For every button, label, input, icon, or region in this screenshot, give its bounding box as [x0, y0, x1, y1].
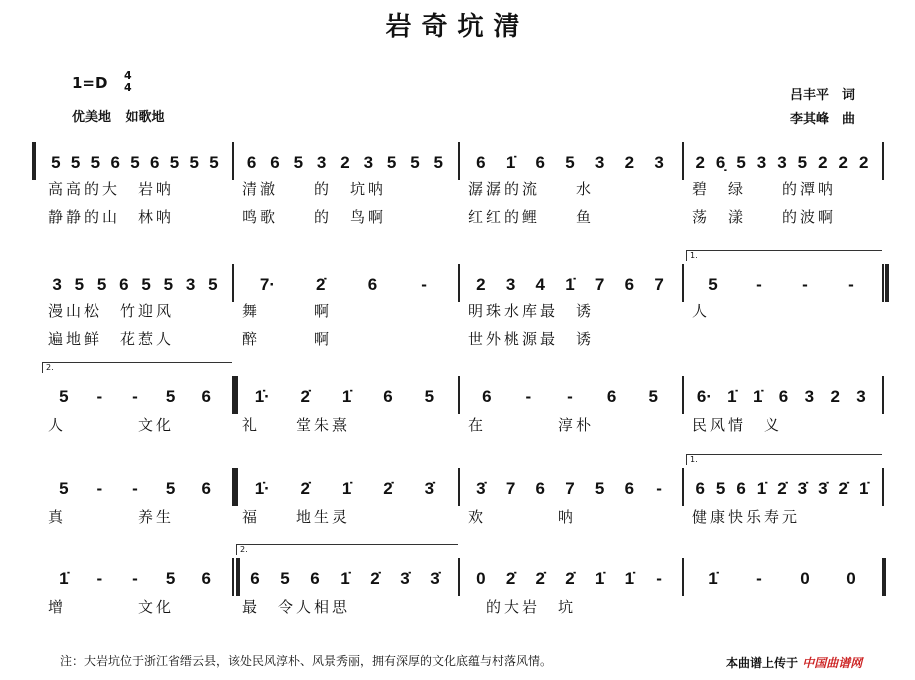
lyric-text: 真 养生 [48, 508, 175, 526]
note: 6 [624, 479, 635, 498]
time-bottom: 4 [124, 81, 132, 94]
note: 7· [259, 275, 275, 294]
note: - [132, 387, 138, 406]
score-row [38, 455, 884, 566]
note: 3 [756, 153, 767, 172]
note: 6 [149, 153, 160, 172]
note: 6 [246, 153, 257, 172]
note: - [96, 479, 103, 498]
note: 0 [800, 569, 810, 588]
note: 2 [858, 153, 869, 172]
note: 6 [119, 275, 129, 294]
measure [690, 272, 874, 298]
lyric-text: 鸣歌 的 鸟啊 [242, 208, 387, 226]
note: 5 [715, 479, 726, 498]
note: 3 [856, 387, 866, 406]
note: 2̇ [300, 479, 310, 498]
note: 3 [505, 275, 516, 294]
note: 3̇ [424, 479, 435, 498]
note: 5 [410, 153, 420, 172]
note: - [96, 387, 103, 406]
note: 5 [163, 275, 174, 294]
measure [46, 476, 224, 502]
note: 6 [270, 153, 280, 172]
note: 5 [141, 275, 151, 294]
barline [232, 264, 234, 302]
lyric-text: 遍地鲜 花惹人 [48, 330, 175, 348]
song-title: 岩奇坑清 [385, 12, 530, 42]
measure [690, 384, 874, 410]
note: - [567, 387, 573, 406]
note: 1̇· [254, 387, 270, 406]
note: 3 [654, 153, 664, 172]
note: 3 [777, 153, 787, 172]
note: 6 [250, 569, 260, 588]
barline [882, 468, 884, 506]
barline [682, 264, 684, 302]
note: 6 [383, 387, 393, 406]
lyric-text: 漫山松 竹迎风 [48, 302, 175, 320]
note: 6̣ [715, 153, 726, 172]
lyric-text: 福 地生灵 [242, 508, 351, 526]
lyric-text: 静静的山 林呐 [48, 208, 175, 226]
note: 5 [565, 153, 575, 172]
composer-credit: 李其峰 曲 [790, 112, 856, 127]
note: 5 [59, 387, 69, 406]
note: 6 [201, 569, 211, 588]
measure [690, 150, 874, 176]
note: 6 [535, 479, 545, 498]
lyric-text: 人 [692, 302, 711, 320]
note: - [132, 479, 138, 498]
note: - [656, 479, 662, 498]
note: 2̇ [383, 479, 393, 498]
lyric-text: 荡 漾 的波啊 [692, 208, 837, 226]
repeat-start-barline [234, 376, 238, 414]
volta-bracket: 1. [686, 250, 882, 261]
barline [882, 264, 884, 302]
note: 2̇ [370, 569, 380, 588]
note: 1̇ [594, 569, 605, 588]
tempo-marking: 优美地 如歌地 [72, 110, 165, 125]
note: 2 [624, 153, 635, 172]
note: 5 [433, 153, 444, 172]
note: - [756, 569, 762, 588]
note: - [756, 275, 762, 294]
measure [466, 566, 674, 592]
note: 7 [654, 275, 664, 294]
measure [240, 566, 450, 592]
note: 3̇ [400, 569, 410, 588]
lyric-text: 碧 绿 的潭呐 [692, 180, 837, 198]
note: - [421, 275, 427, 294]
note: 5 [736, 153, 746, 172]
note: 2 [476, 275, 486, 294]
lyric-text: 增 文化 [48, 598, 175, 616]
note: 5 [208, 275, 218, 294]
note: - [525, 387, 532, 406]
measure [690, 476, 874, 502]
note: 5 [594, 479, 605, 498]
note: 6 [310, 569, 320, 588]
brand-logo: 中国曲谱网 [802, 656, 863, 670]
measure [240, 384, 450, 410]
note: 5 [51, 153, 61, 172]
note: 6 [695, 479, 705, 498]
measure [46, 272, 224, 298]
lyric-text: 最 令人相思 [242, 598, 351, 616]
note: 2 [830, 387, 840, 406]
note: 5 [130, 153, 140, 172]
note: 2̇ [777, 479, 787, 498]
measure [46, 384, 224, 410]
lyric-text: 红红的鲤 鱼 [468, 208, 595, 226]
note: 1̇ [565, 275, 575, 294]
lyric-text: 舞 啊 [242, 302, 333, 320]
barline [458, 558, 460, 596]
note: 3̇ [476, 479, 486, 498]
note: 2̇ [535, 569, 545, 588]
note: 2̇ [565, 569, 575, 588]
note: 2̇ [315, 275, 326, 294]
note: 6 [778, 387, 789, 406]
note: - [656, 569, 662, 588]
barline [458, 142, 460, 180]
measure [46, 150, 224, 176]
note: 6 [736, 479, 746, 498]
barline [882, 376, 884, 414]
footnote: 注：大岩坑位于浙江省缙云县，该处民风淳朴、风景秀丽，拥有深厚的文化底蕴与村落风情。 [60, 654, 553, 668]
lyricist-credit: 吕丰平 词 [790, 88, 856, 103]
measure [46, 566, 224, 592]
note: 6 [535, 153, 545, 172]
note: 1̇ [341, 387, 352, 406]
note: 6 [367, 275, 378, 294]
note: 2 [818, 153, 828, 172]
note: 6· [696, 387, 713, 406]
note: 5 [59, 479, 69, 498]
measure [466, 384, 674, 410]
note: 3 [363, 153, 374, 172]
note: 5 [96, 275, 107, 294]
time-signature [124, 70, 132, 94]
measure [690, 566, 874, 592]
note: 2̇ [838, 479, 849, 498]
upload-label: 本曲谱上传于 [726, 656, 799, 670]
score-row [38, 150, 884, 240]
key-signature: 1=D [72, 74, 108, 92]
note: - [132, 569, 138, 588]
lyric-text: 醉 啊 [242, 330, 333, 348]
note: 2 [695, 153, 705, 172]
note: 6 [201, 479, 211, 498]
barline [682, 468, 684, 506]
note: 3̇ [818, 479, 828, 498]
time-top: 4 [124, 69, 132, 82]
lyric-text: 世外桃源最 诱 [468, 330, 595, 348]
barline [458, 468, 460, 506]
note: 5 [386, 153, 397, 172]
note: 0 [476, 569, 486, 588]
note: 3̇ [430, 569, 440, 588]
note: 6 [201, 387, 211, 406]
barline [682, 376, 684, 414]
note: 5 [74, 275, 85, 294]
note: 5 [648, 387, 658, 406]
note: 7 [594, 275, 605, 294]
note: 7 [565, 479, 575, 498]
note: - [802, 275, 808, 294]
note: 1̇ [505, 153, 516, 172]
note: 6 [606, 387, 617, 406]
note: 1̇ [341, 479, 352, 498]
lyric-text: 的大岩 坑 [468, 598, 577, 616]
note: 5 [209, 153, 219, 172]
repeat-end-barline [236, 558, 240, 596]
note: 5 [169, 153, 180, 172]
note: 4 [535, 275, 545, 294]
note: 1̇ [752, 387, 763, 406]
note: 5 [165, 569, 176, 588]
note: 1̇· [254, 479, 270, 498]
lyric-text: 潺潺的流 水 [468, 180, 595, 198]
score-row [38, 251, 884, 362]
volta-bracket: 2. [42, 362, 232, 373]
note: - [96, 569, 103, 588]
note: 3 [316, 153, 327, 172]
note: - [848, 275, 854, 294]
note: 6 [110, 153, 120, 172]
lyric-text: 礼 堂朱熹 [242, 416, 351, 434]
barline [882, 558, 886, 596]
barline [458, 376, 460, 414]
barline [682, 142, 684, 180]
note: 1̇ [340, 569, 350, 588]
note: 5 [708, 275, 718, 294]
note: 3̇ [797, 479, 808, 498]
note: 1̇ [708, 569, 718, 588]
note: 1̇ [624, 569, 635, 588]
note: 3 [185, 275, 196, 294]
lyric-text: 民风情 义 [692, 416, 783, 434]
lyric-text: 人 文化 [48, 416, 175, 434]
note: 1̇ [858, 479, 869, 498]
measure [466, 150, 674, 176]
barline [232, 558, 234, 596]
note: 2 [838, 153, 849, 172]
measure [240, 476, 450, 502]
note: 5 [293, 153, 304, 172]
volta-bracket: 2. [236, 544, 458, 555]
note: 6 [624, 275, 635, 294]
note: 5 [90, 153, 101, 172]
lyric-text: 健康快乐寿元 [692, 508, 801, 526]
note: 6 [476, 153, 486, 172]
note: 5 [70, 153, 81, 172]
note: 2̇ [300, 387, 310, 406]
note: 5 [797, 153, 808, 172]
repeat-start-barline [32, 142, 36, 180]
note: 5 [280, 569, 290, 588]
barline [682, 558, 684, 596]
note: 5 [165, 387, 176, 406]
volta-bracket: 1. [686, 454, 882, 465]
barline [458, 264, 460, 302]
barline [882, 142, 884, 180]
repeat-end-barline [885, 264, 889, 302]
note: 6 [482, 387, 492, 406]
note: 5 [424, 387, 435, 406]
lyric-text: 在 淳朴 [468, 416, 595, 434]
repeat-start-barline [234, 468, 238, 506]
measure [240, 150, 450, 176]
note: 3 [52, 275, 62, 294]
note: 7 [505, 479, 516, 498]
note: 0 [846, 569, 856, 588]
note: 3 [594, 153, 605, 172]
lyric-text: 明珠水库最 诱 [468, 302, 595, 320]
note: 1̇ [59, 569, 69, 588]
lyric-text: 欢 呐 [468, 508, 577, 526]
note: 2 [340, 153, 350, 172]
note: 2̇ [505, 569, 516, 588]
note: 5 [189, 153, 199, 172]
note: 1̇ [727, 387, 737, 406]
measure [466, 272, 674, 298]
note: 5 [165, 479, 176, 498]
lyric-text: 高高的大 岩呐 [48, 180, 175, 198]
note: 3 [804, 387, 815, 406]
lyric-text: 清澈 的 坑呐 [242, 180, 387, 198]
measure [466, 476, 674, 502]
score-row [38, 545, 884, 656]
barline [232, 142, 234, 180]
note: 1̇ [756, 479, 767, 498]
measure [240, 272, 450, 298]
upload-credit [726, 654, 862, 671]
